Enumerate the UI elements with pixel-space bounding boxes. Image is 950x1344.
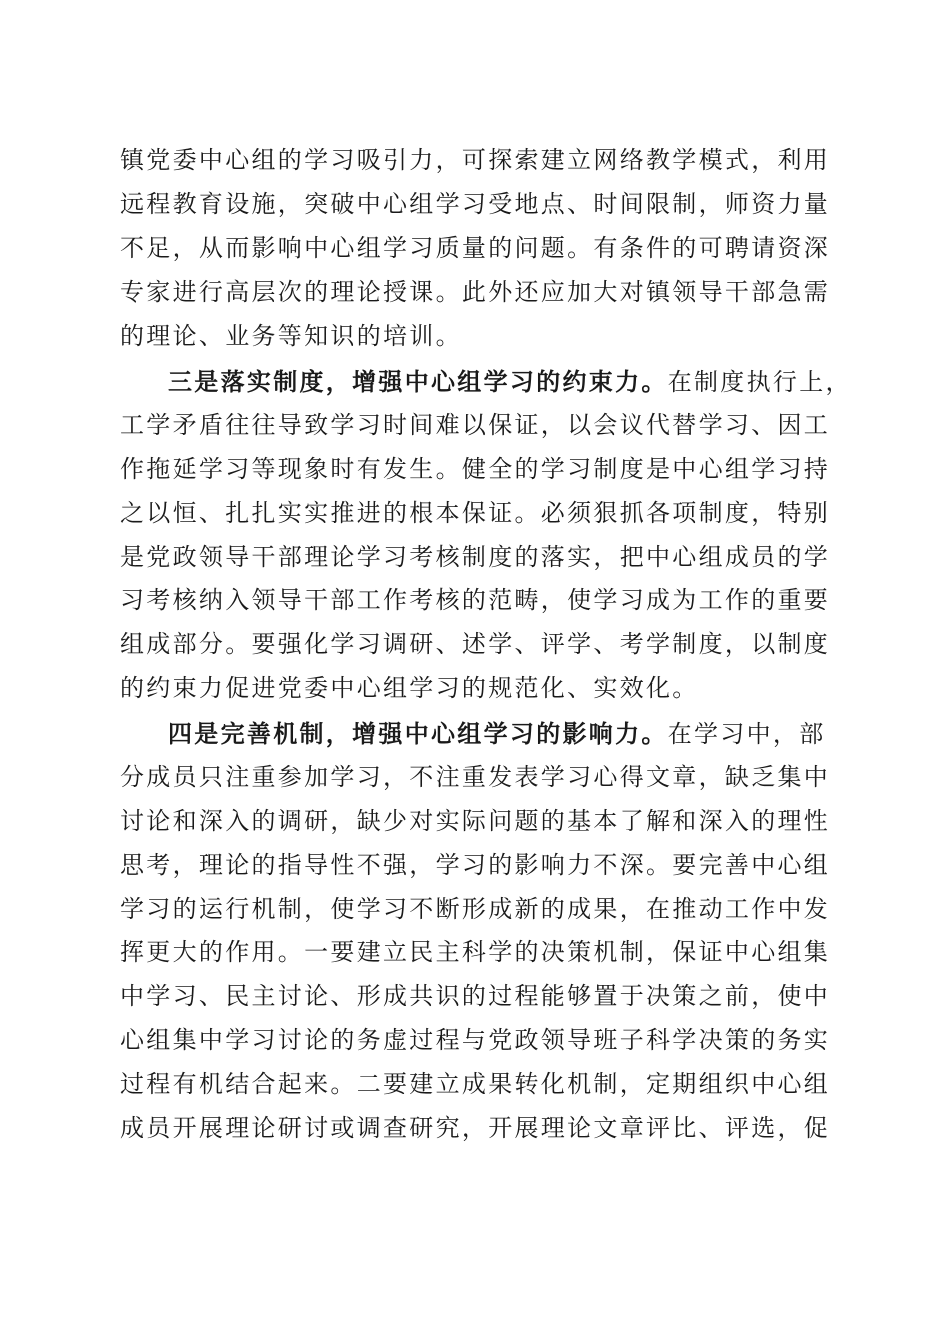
paragraph-line: 心组集中学习讨论的务虚过程与党政领导班子科学决策的务实	[120, 1026, 831, 1055]
paragraph-line: 镇党委中心组的学习吸引力，可探索建立网络教学模式，利用	[120, 146, 831, 174]
section-heading-4: 四是完善机制，增强中心组学习的影响力。	[168, 719, 668, 748]
paragraph-line: 思考，理论的指导性不强，学习的影响力不深。要完善中心组	[120, 850, 831, 879]
paragraph-line: 作拖延学习等现象时有发生。健全的学习制度是中心组学习持	[120, 454, 831, 483]
paragraph-line: 讨论和深入的调研，缺少对实际问题的基本了解和深入的理性	[120, 806, 831, 835]
paragraph-line: 成员开展理论研讨或调查研究，开展理论文章评比、评选，促	[120, 1114, 831, 1143]
paragraph-line: 挥更大的作用。一要建立民主科学的决策机制，保证中心组集	[120, 938, 831, 967]
paragraph-line: 中学习、民主讨论、形成共识的过程能够置于决策之前，使中	[120, 982, 831, 1011]
paragraph-first-line	[120, 360, 852, 404]
paragraph-line-rest: 在学习中，部	[667, 720, 826, 748]
paragraph-line: 专家进行高层次的理论授课。此外还应加大对镇领导干部急需	[120, 277, 831, 306]
paragraph-line: 的约束力促进党委中心组学习的规范化、实效化。	[120, 674, 699, 703]
paragraph-1	[120, 139, 832, 358]
paragraph-line: 习考核纳入领导干部工作考核的范畴，使学习成为工作的重要	[120, 586, 831, 615]
paragraph-2	[120, 360, 852, 711]
paragraph-line: 组成部分。要强化学习调研、述学、评学、考学制度，以制度	[120, 630, 831, 659]
paragraph-3	[120, 712, 832, 1151]
paragraph-line: 学习的运行机制，使学习不断形成新的成果，在推动工作中发	[120, 894, 831, 923]
paragraph-line: 远程教育设施，突破中心组学习受地点、时间限制，师资力量	[120, 189, 831, 218]
paragraph-line: 是党政领导干部理论学习考核制度的落实，把中心组成员的学	[120, 542, 831, 571]
paragraph-line-rest: 在制度执行上，	[667, 368, 852, 396]
paragraph-line: 工学矛盾往往导致学习时间难以保证，以会议代替学习、因工	[120, 410, 831, 439]
paragraph-line: 不足，从而影响中心组学习质量的问题。有条件的可聘请资深	[120, 233, 831, 262]
paragraph-line: 过程有机结合起来。二要建立成果转化机制，定期组织中心组	[120, 1070, 831, 1099]
paragraph-line: 之以恒、扎扎实实推进的根本保证。必须狠抓各项制度，特别	[120, 498, 831, 527]
paragraph-line: 分成员只注重参加学习，不注重发表学习心得文章，缺乏集中	[120, 762, 831, 791]
paragraph-first-line	[120, 712, 832, 756]
paragraph-line: 的理论、业务等知识的培训。	[120, 321, 462, 350]
section-heading-3: 三是落实制度，增强中心组学习的约束力。	[168, 367, 668, 396]
